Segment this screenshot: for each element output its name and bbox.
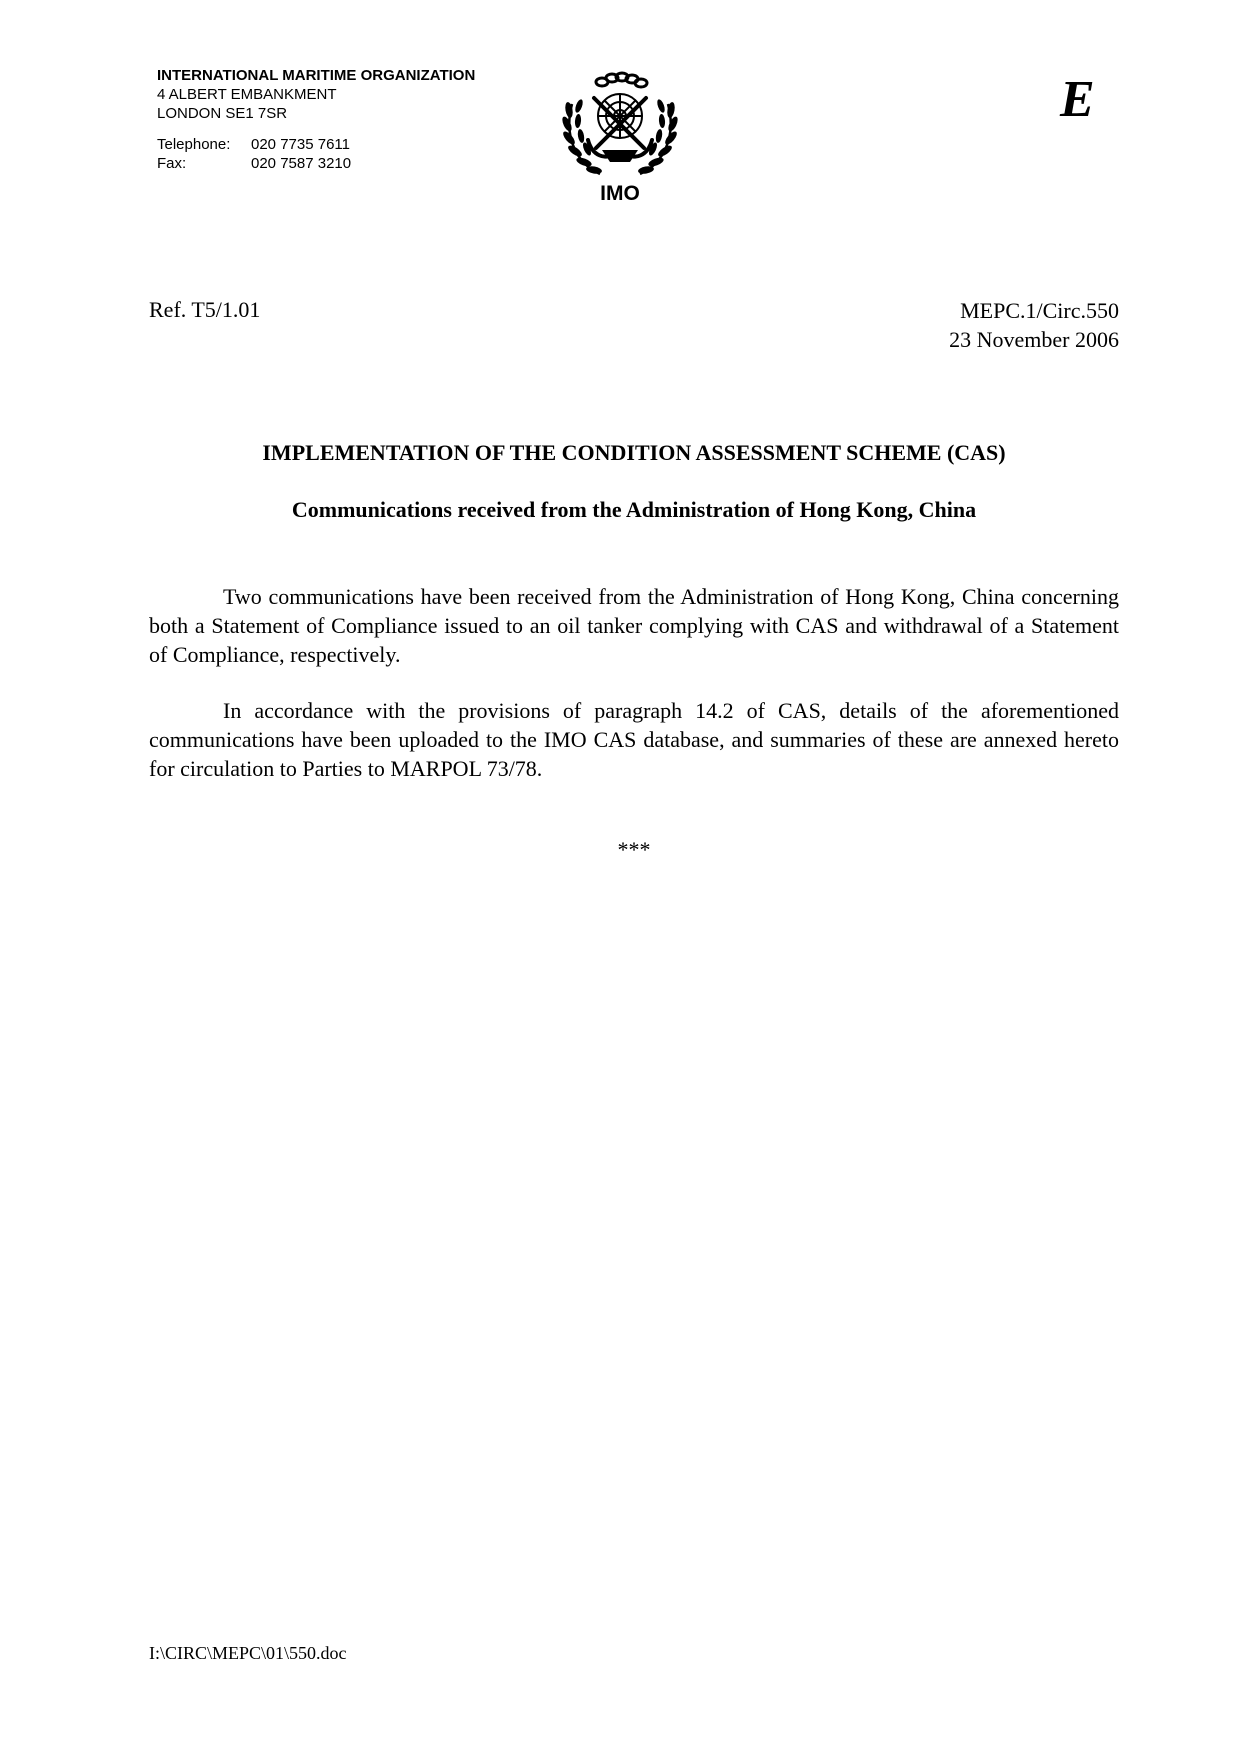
organization-address-block [157, 66, 475, 173]
document-date: 23 November 2006 [949, 327, 1119, 352]
language-mark: E [1060, 71, 1095, 128]
reference-number: Ref. T5/1.01 [149, 297, 261, 322]
section-separator: *** [617, 837, 651, 862]
document-title: IMPLEMENTATION OF THE CONDITION ASSESSMENT SCHEME (CAS) [262, 440, 1006, 465]
fax-value: 020 7587 3210 [251, 155, 352, 172]
document-symbol-block [949, 296, 1119, 354]
telephone-row [157, 135, 475, 154]
address-line-1: 4 ALBERT EMBANKMENT [157, 86, 337, 103]
telephone-label: Telephone: [157, 136, 231, 153]
document-symbol: MEPC.1/Circ.550 [960, 298, 1119, 323]
document-subtitle: Communications received from the Administration of Hong Kong, China [291, 497, 977, 522]
footer-file-path: I:\CIRC\MEPC\01\550.doc [149, 1643, 347, 1663]
fax-label: Fax: [157, 155, 187, 172]
imo-emblem-icon [560, 70, 680, 180]
fax-row [157, 154, 475, 173]
body-paragraph-1: Two communications have been received from the Administration of Hong Kong, China concerning both a Statement of Compliance issued to an oil tanker complying with CAS and withdrawal of a Statement of Compliance, respectively. [149, 584, 1119, 667]
imo-logo-text: IMO [600, 182, 640, 205]
organization-name: INTERNATIONAL MARITIME ORGANIZATION [157, 67, 476, 84]
body-paragraph-2: In accordance with the provisions of paragraph 14.2 of CAS, details of the aforementioned communications have been uploaded to the IMO CAS database, and summaries of these are annexed hereto for circulation to Parties to MARPOL 73/78. [149, 698, 1119, 781]
telephone-value: 020 7735 7611 [251, 136, 350, 153]
address-line-2: LONDON SE1 7SR [157, 105, 288, 122]
